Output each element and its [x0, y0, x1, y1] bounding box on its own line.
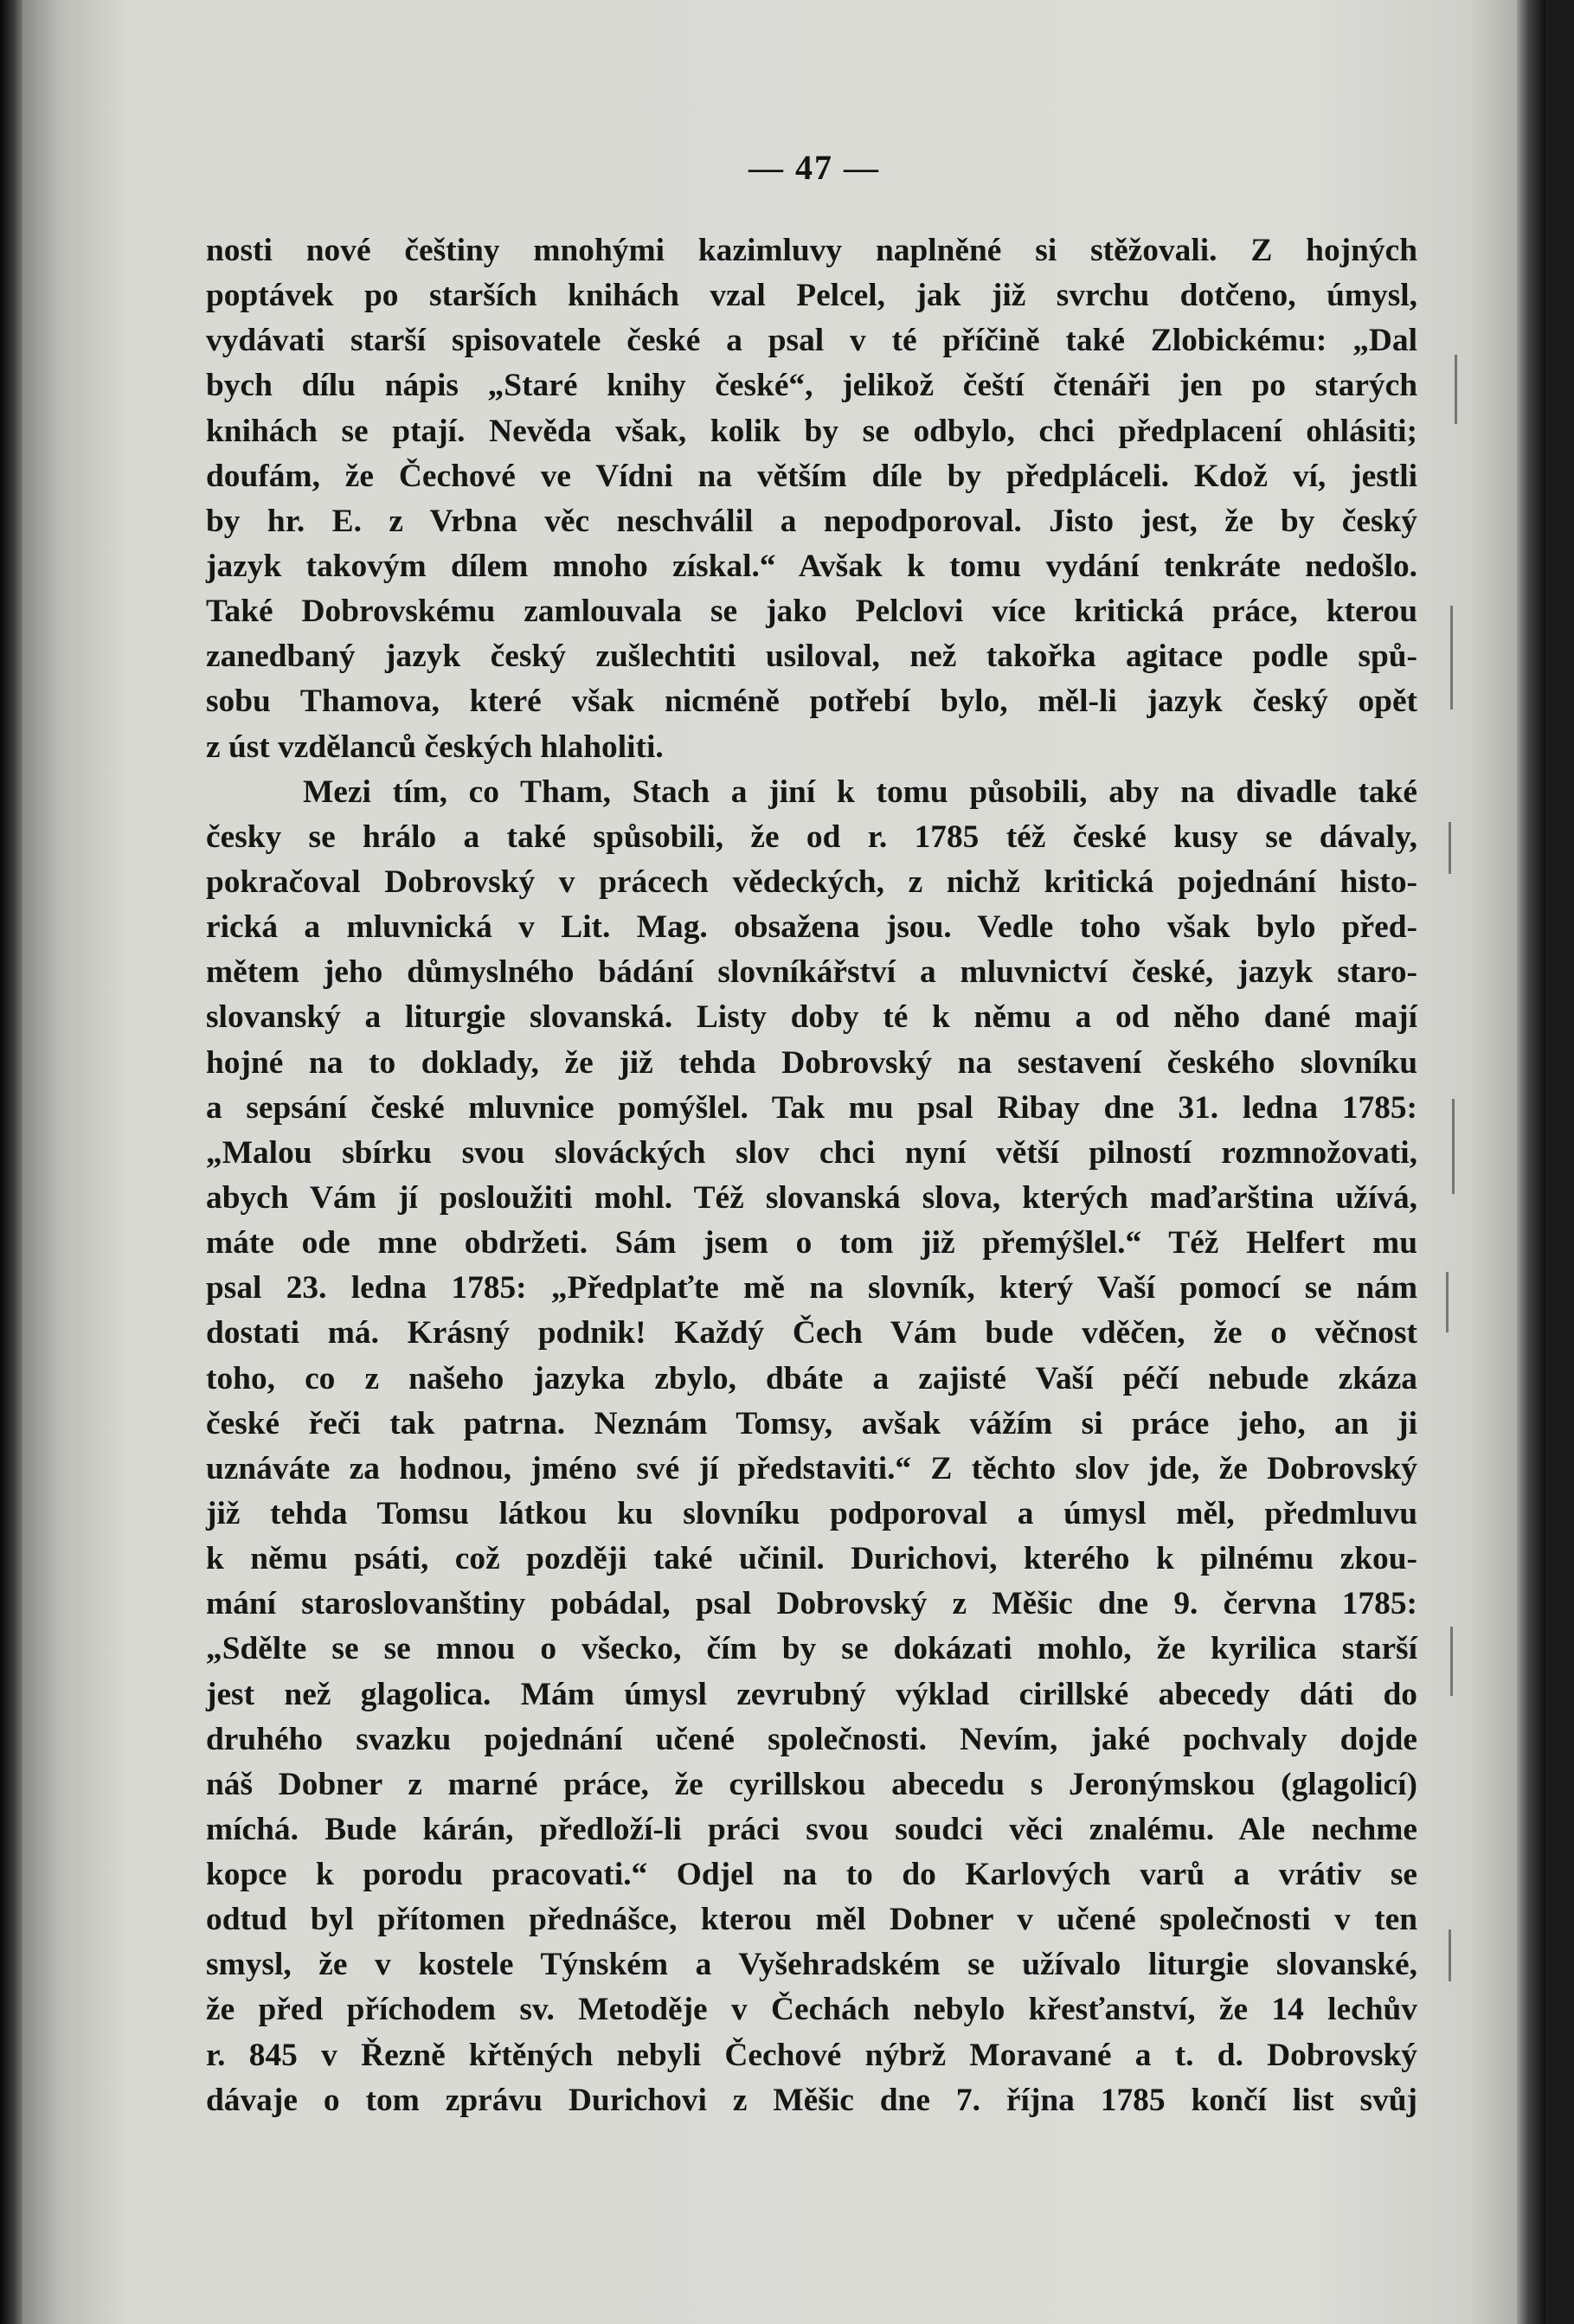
text-line: k němu psáti, což později také učinil. Durichovi, kterého k pilnému zkou- [206, 1541, 1417, 1577]
text-line: sobu Thamova, které však nicméně potřebí bylo, měl-li jazyk český opět [206, 684, 1417, 720]
text-line: z úst vzdělanců českých hlaholiti. [206, 729, 664, 765]
text-line: druhého svazku pojednání učené společnosti. Nevím, jaké pochvaly dojde [206, 1721, 1417, 1757]
text-line: že před příchodem sv. Metoděje v Čechách nebylo křesťanství, že 14 lechův [206, 1992, 1417, 2028]
text-line: zanedbaný jazyk český zušlechtiti usiloval, než takořka agitace podle spů- [206, 639, 1417, 675]
margin-mark [1449, 1929, 1451, 1981]
text-line: již tehda Tomsu látkou ku slovníku podporoval a úmysl měl, předmluvu [206, 1495, 1417, 1531]
text-line: míchá. Bude kárán, předloží-li práci svou soudci věci znalému. Ale nechme [206, 1811, 1417, 1847]
text-line: „Malou sbírku svou slováckých slov chci nyní větší pilností rozmnožovati, [206, 1134, 1417, 1171]
text-line: slovanský a liturgie slovanská. Listy doby té k němu a od něho dané mají [206, 999, 1417, 1036]
text-line: knihách se ptají. Nevěda však, kolik by se odbylo, chci předplacení ohlásiti; [206, 413, 1417, 449]
text-line: mětem jeho důmyslného bádání slovníkářství a mluvnictví české, jazyk staro- [206, 954, 1417, 991]
text-line: Mezi tím, co Tham, Stach a jiní k tomu působili, aby na divadle také [303, 774, 1417, 810]
margin-mark [1449, 822, 1451, 874]
text-line: jazyk takovým dílem mnoho získal.“ Avšak k tomu vydání tenkráte nedošlo. [206, 548, 1417, 584]
text-line: vydávati starší spisovatele české a psal v té příčině také Zlobickému: „Dal [206, 323, 1417, 359]
margin-mark [1450, 606, 1453, 709]
body-text [206, 228, 1417, 2123]
text-line: pokračoval Dobrovský v prácech vědeckých, z nichž kritická pojednání histo- [206, 863, 1417, 900]
text-line: toho, co z našeho jazyka zbylo, dbáte a zajisté Vaší péčí nebude zkáza [206, 1360, 1417, 1396]
text-line: by hr. E. z Vrbna věc neschválil a nepodporoval. Jisto jest, že by český [206, 503, 1417, 539]
text-line: kopce k porodu pracovati.“ Odjel na to do Karlových varů a vrátiv se [206, 1857, 1417, 1893]
text-line: a sepsání české mluvnice pomýšlel. Tak mu psal Ribay dne 31. ledna 1785: [206, 1089, 1417, 1126]
scanned-page [22, 0, 1545, 2324]
text-line: mání staroslovanštiny pobádal, psal Dobrovský z Měšic dne 9. června 1785: [206, 1586, 1417, 1622]
text-line: česky se hrálo a také spůsobili, že od r. 1785 též české kusy se dávaly, [206, 819, 1417, 855]
text-line: r. 845 v Řezně křtěných nebyli Čechové nýbrž Moravané a t. d. Dobrovský [206, 2037, 1417, 2073]
text-line: odtud byl přítomen přednášce, kterou měl Dobner v učené společnosti v ten [206, 1902, 1417, 1938]
text-line: bych dílu nápis „Staré knihy české“, jelikož čeští čtenáři jen po starých [206, 368, 1417, 404]
margin-mark [1452, 1099, 1455, 1194]
text-line: náš Dobner z marné práce, že cyrillskou abecedu s Jeronýmskou (glagolicí) [206, 1766, 1417, 1802]
text-line: uznáváte za hodnou, jméno své jí představiti.“ Z těchto slov jde, že Dobrovský [206, 1450, 1417, 1486]
text-line: smysl, že v kostele Týnském a Vyšehradském se užívalo liturgie slovanské, [206, 1947, 1417, 1983]
text-line: rická a mluvnická v Lit. Mag. obsažena jsou. Vedle toho však bylo před- [206, 909, 1417, 946]
margin-mark [1450, 1627, 1453, 1696]
text-line: hojné na to doklady, že již tehda Dobrovský na sestavení českého slovníku [206, 1044, 1417, 1081]
text-line: české řeči tak patrna. Neznám Tomsy, avšak vážím si práce jeho, an ji [206, 1405, 1417, 1441]
text-line: „Sdělte se se mnou o všecko, čím by se dokázati mohlo, že kyrilica starší [206, 1631, 1417, 1667]
text-line: máte ode mne obdržeti. Sám jsem o tom již přemýšlel.“ Též Helfert mu [206, 1225, 1417, 1262]
scan-left-edge [0, 0, 22, 2324]
text-line: jest než glagolica. Mám úmysl zevrubný výklad cirillské abecedy dáti do [206, 1676, 1417, 1712]
page-number: — 47 — [748, 148, 880, 187]
text-line: dávaje o tom zprávu Durichovi z Měšic dne 7. října 1785 končí list svůj [206, 2082, 1417, 2118]
text-line: abych Vám jí posloužiti mohl. Též slovanská slova, kterých maďarština užívá, [206, 1179, 1417, 1216]
text-line: nosti nové češtiny mnohými kazimluvy naplněné si stěžovali. Z hojných [206, 233, 1417, 268]
text-line: poptávek po starších knihách vzal Pelcel, jak již svrchu dotčeno, úmysl, [206, 278, 1417, 314]
margin-mark [1446, 1272, 1449, 1332]
scan-right-edge [1517, 0, 1545, 2324]
text-line: dostati má. Krásný podnik! Každý Čech Vám bude vděčen, že o věčnost [206, 1315, 1417, 1351]
margin-mark [1455, 355, 1457, 424]
text-line: psal 23. ledna 1785: „Předplaťte mě na slovník, který Vaší pomocí se nám [206, 1270, 1417, 1306]
text-line: doufám, že Čechové ve Vídni na větším díle by předpláceli. Kdož ví, jestli [206, 458, 1417, 494]
text-line: Také Dobrovskému zamlouvala se jako Pelclovi více kritická práce, kterou [206, 594, 1417, 630]
